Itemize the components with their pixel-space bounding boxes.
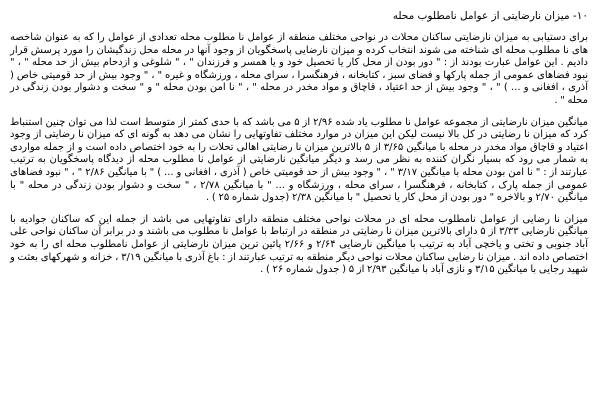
paragraph-intro: برای دستیابی به میزان نارضایتی ساکنان محلات در نواحی مختلف منطقه از عوامل نا مطلوب محله تعدادی از عوامل را که به عنوان شاخصه های نا مطلوب محله ای شناخته می شوند انتخاب کرده و میزان نارضایی پاسخگویان از وجود آنها در محله محل زندگیشان را مورد پرسش قرار دادیم . این عوامل عبارت بودند از : " دور بودن از محل کار یا تحصیل خود و یا همسر و فرزندان " ، " شلوغی و ازدحام بیش از حد محله " ، " نبود فضاهای عمومی از جمله پارکها و فضای سبز ، کتابخانه ، فرهنگسرا ، سرای محله ، ورزشگاه و غیره " ، " وجود بیش از حد قومیتی خاص ( آذری ، افغانی و ... ) " ، " وجود بیش از حد اعتیاد ، قاچاق و مواد مخدر در محله " ، " نا امن بودن محله " و " سخت و دشوار بودن زندگی در محله " . (10, 32, 588, 106)
section-title: ۱۰- میزان نارضایتی از عوامل نامطلوب محله (392, 10, 588, 22)
paragraph-districts: میزان نا رضایی از عوامل نامطلوب محله ای در محلات نواحی مختلف منطقه دارای تفاوتهایی می باشد از جمله این که ساکنان جوادیه با میانگین نارضایی ۳/۳۳ از ۵ دارای بالاترین میزان نا رضایتی در منطقه در ارتباط با عوامل نا مطلوب می باشند و در برابر آن ساکنان نواحی علی آباد جنوبی و تختی و یاخچی آباد به ترتیب با میانگین نارضایی ۲/۶۴ و ۲/۶۶ پائین ترین میزان نارضایتی از عوامل نامطلوب محله ای را به خود اختصاص داده اند . میزان نا رضایی ساکنان محلات نواحی دیگر منطقه به ترتیب عبارتند از : باغ آذری با میانگین ۳/۱۹ ، خزانه و شهرکهای بعثت و شهید رجایی با میانگین ۳/۱۵ و نازی آباد با میانگین ۲/۹۳ از ۵ ( جدول شماره ۲۶ ) . (10, 213, 589, 276)
paragraph-averages: میانگین میزان نارضایتی از مجموعه عوامل نا مطلوب یاد شده ۲/۹۶ از ۵ می باشد که با حدی کمتر از متوسط است لذا می توان چنین استنباط کرد که میزان نا رضایتی در کل بالا نیست لیکن این میزان در موارد مختلف تفاوتهایی را نشان می دهد به گونه ای که میزان نا رضایتی از وجود اعتیاد و قاچاق مواد مخدر در محله با میانگین ۳/۶۵ از ۵ بالاترین میزان نا رضایتی اهالی تحلات را به خود اختصاص داده است و از جمله مواردی به شمار می رود که بسیار نگران کننده به نظر می رسد و دیگر میانگین نارضایتی از عوامل نا مطلوب محله از دیدگاه پاسخگویان به ترتیب عبارتند از : " نا امن بودن محله با میانگین ۳/۱۷ " ، " وجود بیش از حد قومیتی خاص ( آذری ، افغانی و ... ) " با میانگین ۲/۸۶ " ، " نبود فضاهای عمومی از جمله پارک ، کتابخانه ، فرهنگسرا ، سرای محله ، ورزشگاه و ... " با میانگین ۲/۷۸ ، " سخت و دشوار بودن زندگی در محله " با میانگین ۲/۷۰ و بالاخره " دور بودن از محل کار یا تحصیل " با میانگین ۲/۳۸ (جدول شماره ۲۵ ) . (10, 116, 589, 204)
